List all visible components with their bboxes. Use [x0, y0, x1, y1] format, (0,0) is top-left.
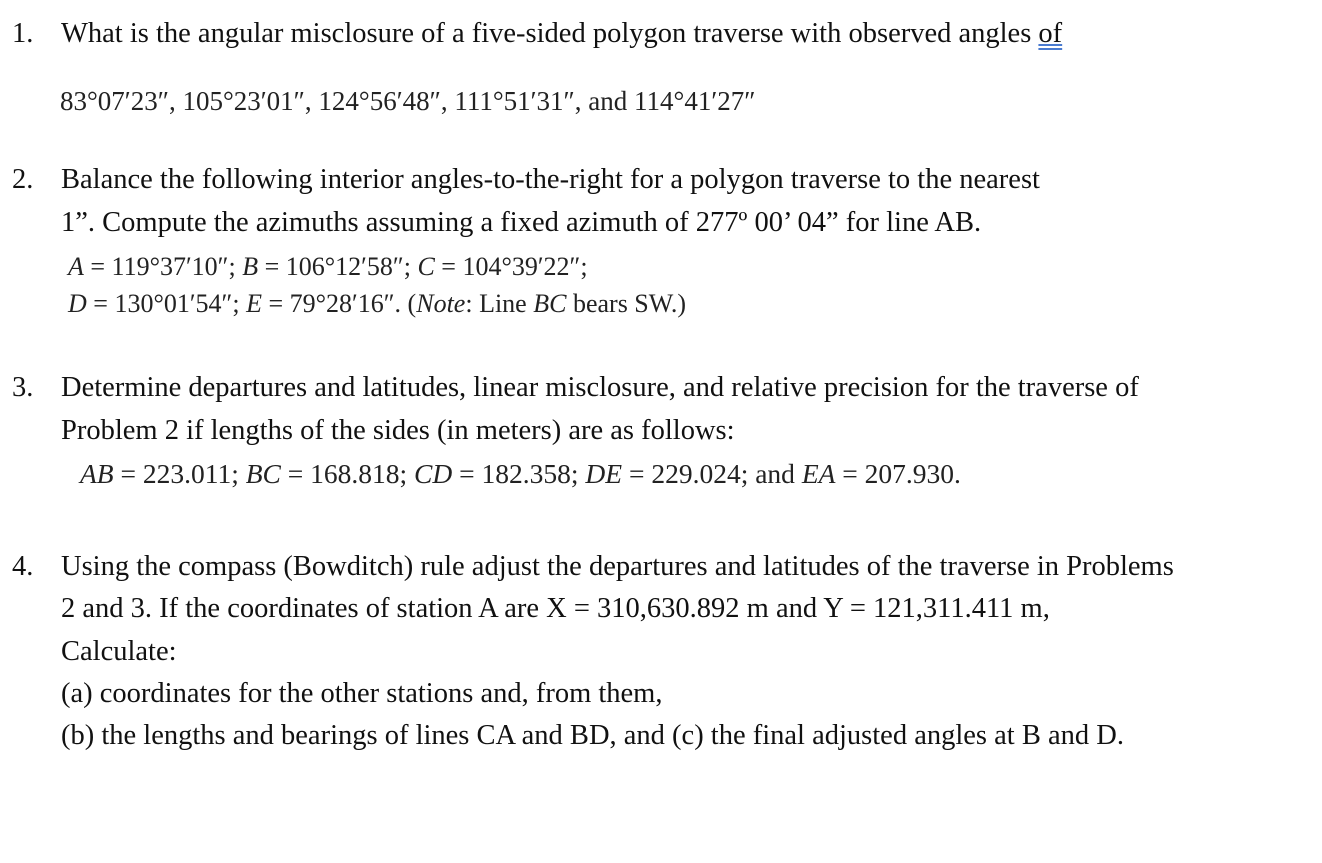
side-cd-value: = 182.358;: [452, 458, 586, 489]
problem-1-text-line-1: What is the angular misclosure of a five-sided polygon traverse with observed angles: [61, 18, 1032, 49]
note-label: Note: [416, 289, 466, 318]
angle-e-label: E: [246, 289, 262, 318]
angle-c-label: C: [417, 252, 435, 281]
problem-2-text-line-1: Balance the following interior angles-to-the-right for a polygon traverse to the nearest: [61, 164, 1040, 195]
side-de-value: = 229.024; and: [622, 458, 802, 489]
problem-3-lengths: [80, 457, 961, 491]
side-ab-label: AB: [80, 458, 114, 489]
problem-4-text-line-3: Calculate:: [61, 636, 177, 667]
problem-3-number: 3.: [12, 372, 34, 403]
problem-2-number: 2.: [12, 164, 34, 195]
problem-4-part-a: (a) coordinates for the other stations and, from them,: [61, 678, 663, 709]
problem-3-text-line-2: Problem 2 if lengths of the sides (in meters) are as follows:: [61, 415, 735, 446]
problem-4-part-b-c: (b) the lengths and bearings of lines CA and BD, and (c) the final adjusted angles at B and D.: [61, 720, 1124, 751]
note-middle: : Line: [465, 289, 534, 318]
angle-d-label: D: [68, 289, 87, 318]
side-bc-label: BC: [245, 458, 281, 489]
angle-d-value: = 130°01′54″;: [86, 289, 247, 318]
angle-c-value: = 104°39′22″;: [434, 252, 588, 281]
problem-4-number: 4.: [12, 551, 34, 582]
side-ea-label: EA: [801, 458, 836, 489]
problem-1-number: 1.: [12, 18, 34, 49]
side-bc-value: = 168.818;: [280, 458, 415, 489]
angle-b-label: B: [242, 252, 259, 281]
angle-e-value: = 79°28′16″. (: [261, 289, 417, 318]
note-line-label: BC: [533, 289, 567, 318]
angle-a-label: A: [68, 252, 84, 281]
side-cd-label: CD: [414, 458, 453, 489]
problem-2-equation-1: [68, 250, 588, 284]
side-ea-value: = 207.930.: [835, 458, 961, 489]
angle-a-value: = 119°37′10″;: [83, 252, 243, 281]
note-tail: bears SW.): [566, 289, 687, 318]
side-de-label: DE: [585, 458, 623, 489]
angle-b-value: = 106°12′58″;: [258, 252, 418, 281]
problem-2-text-line-2: 1”. Compute the azimuths assuming a fixed azimuth of 277º 00’ 04” for line AB.: [61, 207, 982, 238]
problem-1-text-of: of: [1038, 18, 1063, 49]
problem-4-text-line-2: 2 and 3. If the coordinates of station A are X = 310,630.892 m and Y = 121,311.411 m,: [61, 593, 1050, 624]
side-ab-value: = 223.011;: [113, 458, 246, 489]
problem-1-angles: 83°07′23″, 105°23′01″, 124°56′48″, 111°51′31″, and 114°41′27″: [60, 86, 756, 116]
problem-4-text-line-1: Using the compass (Bowditch) rule adjust the departures and latitudes of the traverse in Problems: [61, 551, 1174, 582]
problem-2-equation-2: [68, 287, 686, 321]
problem-3-text-line-1: Determine departures and latitudes, linear misclosure, and relative precision for the traverse of: [61, 372, 1139, 403]
